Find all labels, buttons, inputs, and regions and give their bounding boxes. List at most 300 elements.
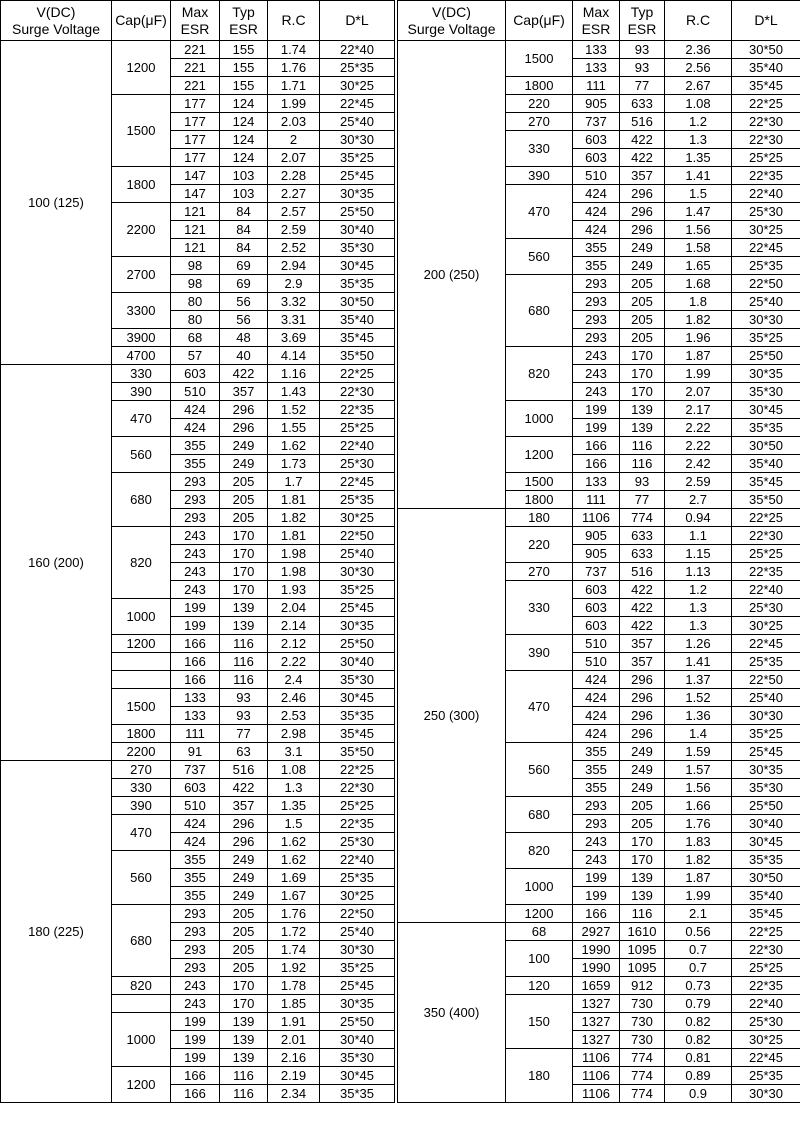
capacitance-cell: 270 — [506, 113, 573, 131]
max-esr-cell: 355 — [573, 257, 620, 275]
max-esr-cell: 243 — [573, 347, 620, 365]
table-row — [398, 41, 800, 59]
dimensions-cell: 35*35 — [732, 851, 800, 869]
dimensions-cell: 25*35 — [320, 869, 395, 887]
typ-esr-cell: 205 — [620, 275, 665, 293]
typ-esr-cell: 249 — [620, 257, 665, 275]
dimensions-cell: 30*35 — [732, 761, 800, 779]
typ-esr-cell: 296 — [220, 815, 268, 833]
dimensions-cell: 25*45 — [732, 743, 800, 761]
typ-esr-cell: 633 — [620, 545, 665, 563]
capacitance-cell: 560 — [112, 437, 171, 473]
dimensions-cell: 22*45 — [320, 473, 395, 491]
max-esr-cell: 1990 — [573, 959, 620, 977]
ripple-current-cell: 2.46 — [268, 689, 320, 707]
ripple-current-cell: 1.73 — [268, 455, 320, 473]
dimensions-cell: 22*30 — [732, 527, 800, 545]
max-esr-cell: 177 — [171, 95, 220, 113]
dimensions-cell: 22*35 — [732, 563, 800, 581]
ripple-current-cell: 2.34 — [268, 1085, 320, 1103]
ripple-current-cell: 1.71 — [268, 77, 320, 95]
max-esr-cell: 1327 — [573, 1013, 620, 1031]
max-esr-cell: 355 — [573, 761, 620, 779]
dimensions-cell: 35*25 — [320, 581, 395, 599]
dimensions-cell: 25*30 — [732, 599, 800, 617]
ripple-current-cell: 2.22 — [665, 419, 732, 437]
ripple-current-cell: 1.52 — [268, 401, 320, 419]
dimensions-cell: 25*30 — [320, 833, 395, 851]
max-esr-cell: 133 — [573, 41, 620, 59]
capacitance-cell: 1000 — [112, 1013, 171, 1067]
typ-esr-cell: 357 — [220, 797, 268, 815]
ripple-current-cell: 1.99 — [268, 95, 320, 113]
header-row — [398, 1, 800, 41]
typ-esr-cell: 124 — [220, 113, 268, 131]
max-esr-cell: 603 — [171, 365, 220, 383]
table-row — [1, 365, 395, 383]
typ-esr-cell: 205 — [620, 329, 665, 347]
typ-esr-cell: 205 — [620, 797, 665, 815]
dimensions-cell: 35*35 — [320, 707, 395, 725]
max-esr-cell: 424 — [573, 689, 620, 707]
dimensions-cell: 30*50 — [732, 869, 800, 887]
dimensions-cell: 30*45 — [320, 689, 395, 707]
dimensions-cell: 25*35 — [732, 653, 800, 671]
capacitance-cell: 120 — [506, 977, 573, 995]
typ-esr-cell: 40 — [220, 347, 268, 365]
typ-esr-cell: 422 — [620, 131, 665, 149]
max-esr-header: Max ESR — [573, 1, 620, 41]
dimensions-cell: 22*40 — [732, 995, 800, 1013]
max-esr-cell: 147 — [171, 167, 220, 185]
ripple-current-cell: 1.65 — [665, 257, 732, 275]
max-esr-cell: 166 — [573, 455, 620, 473]
ripple-current-cell: 1.96 — [665, 329, 732, 347]
max-esr-cell: 221 — [171, 41, 220, 59]
dimensions-cell: 22*50 — [320, 905, 395, 923]
max-esr-cell: 133 — [573, 59, 620, 77]
capacitance-cell: 1800 — [112, 167, 171, 203]
typ-esr-cell: 296 — [220, 401, 268, 419]
dimensions-cell: 30*50 — [732, 41, 800, 59]
max-esr-cell: 603 — [573, 149, 620, 167]
ripple-current-cell: 3.31 — [268, 311, 320, 329]
ripple-current-cell: 2.22 — [268, 653, 320, 671]
capacitance-cell: 3900 — [112, 329, 171, 347]
max-esr-cell: 510 — [573, 635, 620, 653]
ripple-current-cell: 2.59 — [665, 473, 732, 491]
dimensions-cell: 35*45 — [732, 77, 800, 95]
dimensions-cell: 25*50 — [732, 797, 800, 815]
typ-esr-cell: 1095 — [620, 959, 665, 977]
max-esr-cell: 80 — [171, 311, 220, 329]
typ-esr-cell: 774 — [620, 1067, 665, 1085]
typ-esr-cell: 139 — [620, 401, 665, 419]
dimensions-cell: 25*30 — [320, 455, 395, 473]
ripple-current-cell: 0.81 — [665, 1049, 732, 1067]
typ-esr-header: Typ ESR — [220, 1, 268, 41]
dimensions-cell: 22*50 — [320, 527, 395, 545]
ripple-current-cell: 2.03 — [268, 113, 320, 131]
typ-esr-cell: 170 — [620, 851, 665, 869]
ripple-current-cell: 1.74 — [268, 41, 320, 59]
capacitance-cell: 390 — [112, 797, 171, 815]
dimensions-cell: 30*45 — [732, 401, 800, 419]
dimensions-cell: 22*50 — [732, 671, 800, 689]
typ-esr-cell: 124 — [220, 131, 268, 149]
typ-esr-cell: 116 — [620, 905, 665, 923]
max-esr-cell: 1106 — [573, 1067, 620, 1085]
dimensions-cell: 30*40 — [732, 815, 800, 833]
max-esr-cell: 199 — [171, 1049, 220, 1067]
typ-esr-cell: 205 — [220, 473, 268, 491]
ripple-current-cell: 1.3 — [268, 779, 320, 797]
max-esr-cell: 355 — [171, 437, 220, 455]
dimensions-cell: 30*35 — [320, 185, 395, 203]
capacitance-cell: 680 — [112, 905, 171, 977]
voltage-header: V(DC) Surge Voltage — [1, 1, 112, 41]
max-esr-cell: 2927 — [573, 923, 620, 941]
ripple-current-cell: 1.35 — [268, 797, 320, 815]
typ-esr-cell: 205 — [220, 959, 268, 977]
typ-esr-cell: 170 — [220, 995, 268, 1013]
ripple-current-cell: 1.87 — [665, 347, 732, 365]
typ-esr-cell: 170 — [220, 545, 268, 563]
ripple-current-cell: 0.82 — [665, 1031, 732, 1049]
capacitance-cell: 1000 — [112, 599, 171, 635]
typ-esr-cell: 93 — [620, 59, 665, 77]
max-esr-cell: 147 — [171, 185, 220, 203]
ripple-current-cell: 1.2 — [665, 581, 732, 599]
dimensions-cell: 22*45 — [732, 239, 800, 257]
dimensions-cell: 22*25 — [732, 923, 800, 941]
typ-esr-cell: 357 — [620, 653, 665, 671]
typ-esr-cell: 357 — [620, 635, 665, 653]
ripple-current-cell: 1.76 — [665, 815, 732, 833]
typ-esr-cell: 205 — [620, 293, 665, 311]
max-esr-cell: 199 — [171, 1031, 220, 1049]
capacitance-cell: 68 — [506, 923, 573, 941]
max-esr-cell: 424 — [573, 221, 620, 239]
ripple-current-cell: 1.62 — [268, 833, 320, 851]
max-esr-cell: 98 — [171, 275, 220, 293]
ripple-current-cell: 2.12 — [268, 635, 320, 653]
typ-esr-cell: 116 — [220, 653, 268, 671]
max-esr-cell: 355 — [171, 851, 220, 869]
capacitance-cell: 560 — [506, 743, 573, 797]
ripple-current-cell: 1.36 — [665, 707, 732, 725]
dimensions-cell: 35*40 — [320, 311, 395, 329]
typ-esr-cell: 205 — [220, 491, 268, 509]
ripple-current-cell: 2.01 — [268, 1031, 320, 1049]
typ-esr-cell: 116 — [620, 455, 665, 473]
typ-esr-cell: 422 — [620, 599, 665, 617]
capacitance-cell: 330 — [112, 779, 171, 797]
max-esr-cell: 293 — [171, 941, 220, 959]
typ-esr-cell: 116 — [220, 671, 268, 689]
typ-esr-cell: 139 — [620, 869, 665, 887]
typ-esr-cell: 69 — [220, 257, 268, 275]
max-esr-cell: 355 — [171, 887, 220, 905]
max-esr-cell: 603 — [573, 581, 620, 599]
max-esr-cell: 199 — [171, 1013, 220, 1031]
dimensions-cell: 30*25 — [320, 77, 395, 95]
dimensions-cell: 35*25 — [320, 149, 395, 167]
ripple-current-cell: 1.47 — [665, 203, 732, 221]
typ-esr-cell: 296 — [620, 671, 665, 689]
max-esr-cell: 424 — [573, 185, 620, 203]
typ-esr-cell: 422 — [620, 149, 665, 167]
dimensions-cell: 35*45 — [732, 473, 800, 491]
max-esr-cell: 199 — [573, 869, 620, 887]
table-row — [398, 923, 800, 941]
capacitance-header: Cap(μF) — [506, 1, 573, 41]
dimensions-cell: 22*35 — [320, 815, 395, 833]
max-esr-cell: 243 — [171, 581, 220, 599]
dimensions-cell: 30*30 — [732, 1085, 800, 1103]
max-esr-cell: 243 — [171, 977, 220, 995]
typ-esr-cell: 170 — [620, 833, 665, 851]
typ-esr-cell: 249 — [620, 761, 665, 779]
ripple-current-cell: 0.79 — [665, 995, 732, 1013]
dimensions-cell: 22*30 — [732, 113, 800, 131]
ripple-current-cell: 2.07 — [268, 149, 320, 167]
max-esr-header: Max ESR — [171, 1, 220, 41]
typ-esr-cell: 139 — [220, 617, 268, 635]
typ-esr-cell: 93 — [620, 41, 665, 59]
ripple-current-cell: 1.58 — [665, 239, 732, 257]
ripple-current-cell: 2.59 — [268, 221, 320, 239]
typ-esr-cell: 249 — [620, 743, 665, 761]
max-esr-cell: 1990 — [573, 941, 620, 959]
dimensions-cell: 25*35 — [320, 59, 395, 77]
capacitance-cell: 390 — [506, 635, 573, 671]
max-esr-cell: 424 — [573, 671, 620, 689]
typ-esr-cell: 84 — [220, 221, 268, 239]
capacitance-cell: 180 — [506, 509, 573, 527]
max-esr-cell: 510 — [171, 383, 220, 401]
max-esr-cell: 111 — [171, 725, 220, 743]
typ-esr-cell: 296 — [220, 419, 268, 437]
typ-esr-cell: 296 — [620, 185, 665, 203]
typ-esr-cell: 84 — [220, 203, 268, 221]
capacitance-cell: 220 — [506, 527, 573, 563]
typ-esr-cell: 103 — [220, 185, 268, 203]
capacitance-cell: 560 — [112, 851, 171, 905]
typ-esr-cell: 124 — [220, 95, 268, 113]
typ-esr-cell: 170 — [620, 383, 665, 401]
ripple-current-cell: 1.3 — [665, 131, 732, 149]
max-esr-cell: 166 — [171, 635, 220, 653]
ripple-current-cell: 1.76 — [268, 59, 320, 77]
capacitance-cell: 1500 — [112, 95, 171, 167]
typ-esr-cell: 116 — [220, 635, 268, 653]
ripple-current-header: R.C — [665, 1, 732, 41]
ripple-current-cell: 2.52 — [268, 239, 320, 257]
dimensions-cell: 22*50 — [732, 275, 800, 293]
max-esr-cell: 510 — [573, 653, 620, 671]
capacitance-cell — [112, 653, 171, 671]
ripple-current-cell: 1.5 — [268, 815, 320, 833]
max-esr-cell: 243 — [171, 995, 220, 1013]
ripple-current-cell: 3.69 — [268, 329, 320, 347]
dimensions-cell: 30*35 — [732, 365, 800, 383]
capacitance-cell: 4700 — [112, 347, 171, 365]
typ-esr-cell: 296 — [620, 725, 665, 743]
ripple-current-cell: 2.7 — [665, 491, 732, 509]
typ-esr-cell: 93 — [220, 707, 268, 725]
capacitance-cell: 1200 — [506, 437, 573, 473]
max-esr-cell: 243 — [573, 833, 620, 851]
dimensions-cell: 35*30 — [320, 671, 395, 689]
ripple-current-cell: 1.85 — [268, 995, 320, 1013]
max-esr-cell: 98 — [171, 257, 220, 275]
ripple-current-cell: 2.57 — [268, 203, 320, 221]
typ-esr-cell: 205 — [220, 941, 268, 959]
max-esr-cell: 133 — [573, 473, 620, 491]
typ-esr-cell: 139 — [620, 887, 665, 905]
ripple-current-cell: 2.27 — [268, 185, 320, 203]
dimensions-cell: 30*40 — [320, 1031, 395, 1049]
dimensions-cell: 30*50 — [320, 293, 395, 311]
max-esr-cell: 243 — [573, 383, 620, 401]
typ-esr-cell: 93 — [620, 473, 665, 491]
ripple-current-cell: 0.9 — [665, 1085, 732, 1103]
max-esr-cell: 166 — [171, 1067, 220, 1085]
capacitance-cell: 1800 — [506, 77, 573, 95]
max-esr-cell: 424 — [171, 833, 220, 851]
typ-esr-cell: 155 — [220, 59, 268, 77]
dimensions-cell: 22*45 — [732, 635, 800, 653]
dimensions-cell: 25*25 — [732, 959, 800, 977]
dimensions-cell: 35*40 — [732, 59, 800, 77]
dimensions-cell: 25*40 — [732, 689, 800, 707]
max-esr-cell: 510 — [171, 797, 220, 815]
ripple-current-cell: 2.53 — [268, 707, 320, 725]
typ-esr-cell: 774 — [620, 1085, 665, 1103]
dimensions-cell: 35*25 — [320, 959, 395, 977]
max-esr-cell: 737 — [573, 563, 620, 581]
ripple-current-cell: 1.68 — [665, 275, 732, 293]
dimensions-cell: 25*50 — [320, 203, 395, 221]
typ-esr-cell: 633 — [620, 527, 665, 545]
max-esr-cell: 1106 — [573, 509, 620, 527]
typ-esr-cell: 249 — [220, 437, 268, 455]
dimensions-header: D*L — [320, 1, 395, 41]
typ-esr-cell: 69 — [220, 275, 268, 293]
typ-esr-cell: 77 — [620, 491, 665, 509]
dimensions-cell: 30*25 — [732, 617, 800, 635]
dimensions-cell: 30*30 — [320, 941, 395, 959]
max-esr-cell: 111 — [573, 491, 620, 509]
typ-esr-cell: 1095 — [620, 941, 665, 959]
typ-esr-cell: 296 — [220, 833, 268, 851]
max-esr-cell: 57 — [171, 347, 220, 365]
ripple-current-cell: 2.04 — [268, 599, 320, 617]
dimensions-cell: 22*40 — [732, 185, 800, 203]
capacitance-cell: 150 — [506, 995, 573, 1049]
typ-esr-cell: 124 — [220, 149, 268, 167]
ripple-current-cell: 1.59 — [665, 743, 732, 761]
typ-esr-cell: 170 — [620, 365, 665, 383]
max-esr-cell: 243 — [171, 527, 220, 545]
ripple-current-cell: 1.43 — [268, 383, 320, 401]
max-esr-cell: 905 — [573, 545, 620, 563]
dimensions-cell: 25*40 — [320, 113, 395, 131]
capacitance-cell: 2700 — [112, 257, 171, 293]
max-esr-cell: 68 — [171, 329, 220, 347]
ripple-current-cell: 1.99 — [665, 365, 732, 383]
typ-esr-cell: 170 — [220, 527, 268, 545]
capacitance-cell: 1800 — [112, 725, 171, 743]
dimensions-cell: 35*30 — [320, 239, 395, 257]
max-esr-cell: 905 — [573, 527, 620, 545]
typ-esr-cell: 139 — [220, 1049, 268, 1067]
dimensions-cell: 30*35 — [320, 617, 395, 635]
typ-esr-cell: 296 — [620, 203, 665, 221]
max-esr-cell: 424 — [171, 401, 220, 419]
dimensions-cell: 25*25 — [732, 545, 800, 563]
dimensions-cell: 22*25 — [320, 365, 395, 383]
ripple-current-cell: 1.56 — [665, 221, 732, 239]
typ-esr-cell: 296 — [620, 689, 665, 707]
voltage-cell: 250 (300) — [398, 509, 506, 923]
dimensions-cell: 30*40 — [320, 653, 395, 671]
max-esr-cell: 243 — [573, 851, 620, 869]
max-esr-cell: 424 — [171, 419, 220, 437]
ripple-current-cell: 1.55 — [268, 419, 320, 437]
typ-esr-cell: 103 — [220, 167, 268, 185]
dimensions-cell: 25*45 — [320, 977, 395, 995]
dimensions-cell: 30*30 — [732, 707, 800, 725]
dimensions-cell: 25*30 — [732, 1013, 800, 1031]
typ-esr-cell: 77 — [220, 725, 268, 743]
capacitance-cell: 2200 — [112, 203, 171, 257]
ripple-current-cell: 1.56 — [665, 779, 732, 797]
ripple-current-cell: 1.35 — [665, 149, 732, 167]
typ-esr-cell: 730 — [620, 1013, 665, 1031]
max-esr-cell: 293 — [171, 491, 220, 509]
typ-esr-cell: 296 — [620, 221, 665, 239]
max-esr-cell: 111 — [573, 77, 620, 95]
ripple-current-cell: 1.3 — [665, 617, 732, 635]
ripple-current-cell: 1.08 — [268, 761, 320, 779]
dimensions-cell: 35*30 — [320, 1049, 395, 1067]
max-esr-cell: 424 — [171, 815, 220, 833]
ripple-current-cell: 1.67 — [268, 887, 320, 905]
typ-esr-cell: 357 — [620, 167, 665, 185]
max-esr-cell: 293 — [573, 275, 620, 293]
ripple-current-cell: 1.5 — [665, 185, 732, 203]
dimensions-cell: 22*40 — [320, 437, 395, 455]
dimensions-cell: 35*40 — [732, 887, 800, 905]
max-esr-cell: 1106 — [573, 1049, 620, 1067]
ripple-current-cell: 1.83 — [665, 833, 732, 851]
max-esr-cell: 166 — [573, 905, 620, 923]
dimensions-cell: 22*30 — [732, 131, 800, 149]
ripple-current-cell: 4.14 — [268, 347, 320, 365]
max-esr-cell: 293 — [573, 293, 620, 311]
typ-esr-cell: 730 — [620, 1031, 665, 1049]
ripple-current-cell: 1.81 — [268, 491, 320, 509]
table-row — [1, 761, 395, 779]
ripple-current-cell: 2.9 — [268, 275, 320, 293]
typ-esr-cell: 205 — [220, 905, 268, 923]
ripple-current-cell: 0.89 — [665, 1067, 732, 1085]
ripple-current-cell: 1.92 — [268, 959, 320, 977]
ripple-current-cell: 1.98 — [268, 545, 320, 563]
capacitance-cell: 2200 — [112, 743, 171, 761]
